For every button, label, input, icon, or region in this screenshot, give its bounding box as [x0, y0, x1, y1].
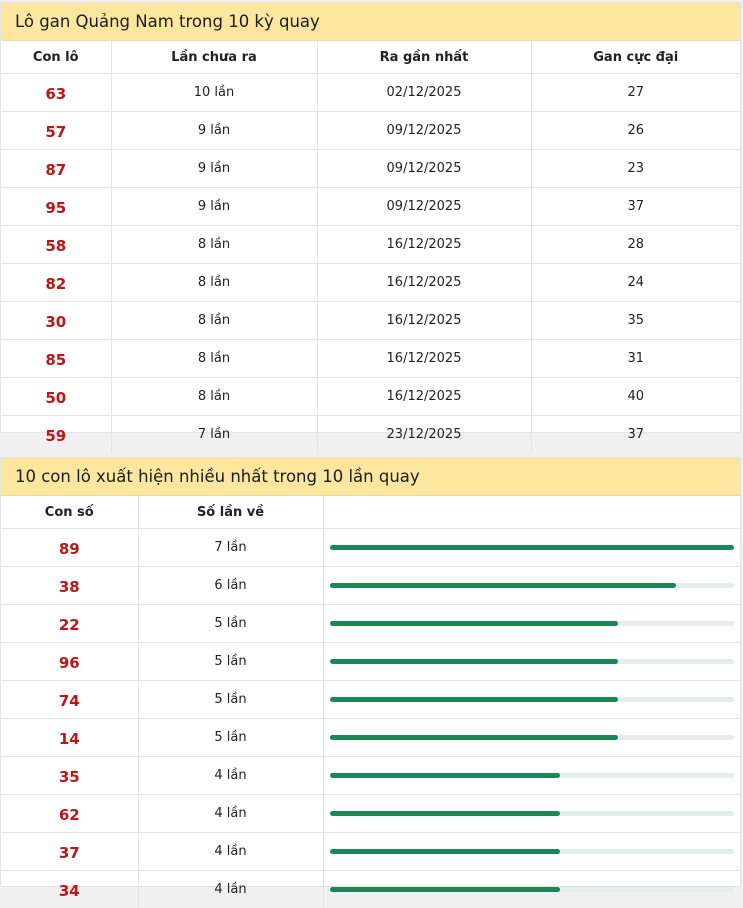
lo-number: 85: [1, 340, 111, 378]
frequency-bar-fill: [330, 583, 677, 588]
lan-chua-ra-cell: 9 lần: [111, 150, 317, 188]
frequency-count: 4 lần: [138, 871, 323, 908]
gan-cuc-dai-cell: 31: [531, 340, 740, 378]
frequency-bar-track: [330, 545, 735, 550]
frequency-number: 37: [1, 833, 138, 871]
frequency-row: [1, 757, 740, 795]
col-header-lan-chua-ra: Lần chưa ra: [111, 41, 317, 74]
frequency-bar-cell: [323, 871, 740, 908]
frequency-row: [1, 795, 740, 833]
frequency-count: 5 lần: [138, 681, 323, 719]
lan-chua-ra-cell: 8 lần: [111, 378, 317, 416]
gan-cuc-dai-cell: 27: [531, 74, 740, 112]
frequency-row: [1, 681, 740, 719]
frequency-count: 5 lần: [138, 719, 323, 757]
frequency-bar-track: [330, 583, 735, 588]
ra-gan-nhat-cell: 02/12/2025: [317, 74, 531, 112]
lo-number: 95: [1, 188, 111, 226]
lo-gan-body: [1, 74, 740, 454]
frequency-bar-track: [330, 849, 735, 854]
frequency-bar-cell: [323, 643, 740, 681]
frequency-bar-fill: [330, 621, 619, 626]
lo-gan-title: Lô gan Quảng Nam trong 10 kỳ quay: [1, 3, 740, 41]
lo-gan-row: [1, 74, 740, 112]
frequency-number: 62: [1, 795, 138, 833]
lo-gan-row: [1, 112, 740, 150]
gan-cuc-dai-cell: 35: [531, 302, 740, 340]
gan-cuc-dai-cell: 40: [531, 378, 740, 416]
frequency-bar-cell: [323, 567, 740, 605]
lo-number: 57: [1, 112, 111, 150]
ra-gan-nhat-cell: 16/12/2025: [317, 302, 531, 340]
frequency-number: 38: [1, 567, 138, 605]
lan-chua-ra-cell: 7 lần: [111, 416, 317, 454]
gan-cuc-dai-cell: 26: [531, 112, 740, 150]
lo-gan-header-row: [1, 41, 740, 74]
frequency-row: [1, 605, 740, 643]
gan-cuc-dai-cell: 24: [531, 264, 740, 302]
frequency-count: 4 lần: [138, 795, 323, 833]
top-frequency-title: 10 con lô xuất hiện nhiều nhất trong 10 lần quay: [1, 458, 740, 496]
ra-gan-nhat-cell: 16/12/2025: [317, 226, 531, 264]
frequency-count: 4 lần: [138, 757, 323, 795]
lo-number: 87: [1, 150, 111, 188]
lan-chua-ra-cell: 8 lần: [111, 226, 317, 264]
frequency-bar-cell: [323, 605, 740, 643]
frequency-row: [1, 871, 740, 908]
frequency-bar-track: [330, 621, 735, 626]
frequency-count: 5 lần: [138, 643, 323, 681]
lo-number: 82: [1, 264, 111, 302]
lo-gan-row: [1, 150, 740, 188]
lo-gan-row: [1, 340, 740, 378]
frequency-bar-track: [330, 811, 735, 816]
frequency-bar-fill: [330, 735, 619, 740]
ra-gan-nhat-cell: 09/12/2025: [317, 188, 531, 226]
frequency-number: 34: [1, 871, 138, 908]
ra-gan-nhat-cell: 16/12/2025: [317, 264, 531, 302]
frequency-row: [1, 529, 740, 567]
lan-chua-ra-cell: 10 lần: [111, 74, 317, 112]
lo-gan-row: [1, 264, 740, 302]
frequency-count: 6 lần: [138, 567, 323, 605]
frequency-bar-track: [330, 659, 735, 664]
lo-number: 59: [1, 416, 111, 454]
lo-number: 63: [1, 74, 111, 112]
lo-gan-table: [1, 41, 740, 453]
frequency-count: 4 lần: [138, 833, 323, 871]
lo-number: 30: [1, 302, 111, 340]
frequency-number: 96: [1, 643, 138, 681]
lan-chua-ra-cell: 8 lần: [111, 264, 317, 302]
lo-number: 58: [1, 226, 111, 264]
lo-gan-panel: [0, 2, 741, 433]
frequency-bar-fill: [330, 659, 619, 664]
top-frequency-header-row: [1, 496, 740, 529]
frequency-number: 74: [1, 681, 138, 719]
frequency-row: [1, 643, 740, 681]
frequency-bar-cell: [323, 681, 740, 719]
ra-gan-nhat-cell: 16/12/2025: [317, 378, 531, 416]
frequency-row: [1, 719, 740, 757]
frequency-bar-cell: [323, 833, 740, 871]
frequency-bar-cell: [323, 757, 740, 795]
ra-gan-nhat-cell: 09/12/2025: [317, 112, 531, 150]
frequency-bar-fill: [330, 697, 619, 702]
gan-cuc-dai-cell: 28: [531, 226, 740, 264]
lo-gan-row: [1, 416, 740, 454]
lan-chua-ra-cell: 9 lần: [111, 112, 317, 150]
lo-gan-row: [1, 302, 740, 340]
ra-gan-nhat-cell: 23/12/2025: [317, 416, 531, 454]
frequency-number: 22: [1, 605, 138, 643]
frequency-count: 7 lần: [138, 529, 323, 567]
gan-cuc-dai-cell: 23: [531, 150, 740, 188]
frequency-number: 14: [1, 719, 138, 757]
top-frequency-table: [1, 496, 740, 908]
lan-chua-ra-cell: 8 lần: [111, 302, 317, 340]
lan-chua-ra-cell: 9 lần: [111, 188, 317, 226]
frequency-bar-track: [330, 697, 735, 702]
frequency-bar-fill: [330, 773, 561, 778]
frequency-number: 35: [1, 757, 138, 795]
frequency-row: [1, 567, 740, 605]
col-header-gan-cuc-dai: Gan cực đại: [531, 41, 740, 74]
col-header-con-lo: Con lô: [1, 41, 111, 74]
gan-cuc-dai-cell: 37: [531, 416, 740, 454]
lo-gan-row: [1, 378, 740, 416]
frequency-count: 5 lần: [138, 605, 323, 643]
frequency-bar-cell: [323, 795, 740, 833]
ra-gan-nhat-cell: 16/12/2025: [317, 340, 531, 378]
frequency-bar-fill: [330, 811, 561, 816]
lo-gan-row: [1, 188, 740, 226]
gan-cuc-dai-cell: 37: [531, 188, 740, 226]
frequency-bar-cell: [323, 719, 740, 757]
frequency-bar-track: [330, 773, 735, 778]
lo-gan-row: [1, 226, 740, 264]
frequency-bar-track: [330, 735, 735, 740]
frequency-bar-fill: [330, 849, 561, 854]
frequency-bar-fill: [330, 545, 735, 550]
col-header-so-lan-ve: Số lần về: [138, 496, 323, 529]
col-header-con-so: Con số: [1, 496, 138, 529]
ra-gan-nhat-cell: 09/12/2025: [317, 150, 531, 188]
top-frequency-body: [1, 529, 740, 908]
lan-chua-ra-cell: 8 lần: [111, 340, 317, 378]
frequency-bar-cell: [323, 529, 740, 567]
lo-number: 50: [1, 378, 111, 416]
top-frequency-panel: [0, 457, 741, 887]
frequency-row: [1, 833, 740, 871]
frequency-number: 89: [1, 529, 138, 567]
col-header-bar: [323, 496, 740, 529]
col-header-ra-gan-nhat: Ra gần nhất: [317, 41, 531, 74]
